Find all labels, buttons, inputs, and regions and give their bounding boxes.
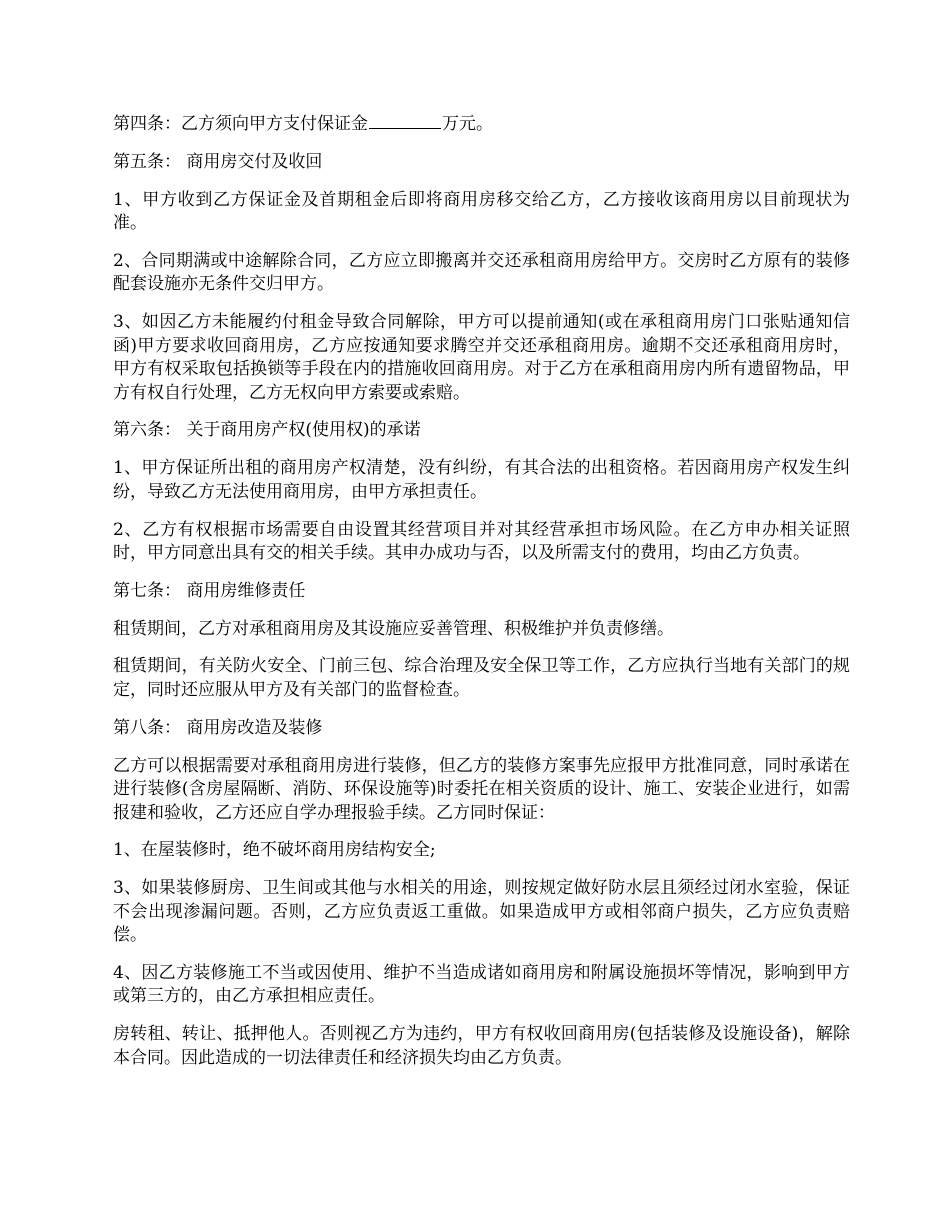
article-4-prefix: 第四条：乙方须向甲方支付保证金	[113, 114, 368, 134]
article-6-clause-2: 2、乙方有权根据市场需要自由设置其经营项目并对其经营承担市场风险。在乙方申办相关证照时，甲方同意出具有交的相关手续。其申办成功与否，以及所需支付的费用，均由乙方负责。	[113, 519, 850, 564]
document-page	[113, 111, 850, 1085]
article-5-clause-2: 2、合同期满或中途解除合同，乙方应立即搬离并交还承租商用房给甲方。交房时乙方原有的装修配套设施亦无条件交归甲方。	[113, 250, 850, 295]
article-8-heading: 第八条： 商用房改造及装修	[113, 717, 323, 738]
article-6-heading: 第六条： 关于商用房产权(使用权)的承诺	[113, 420, 421, 441]
deposit-amount-blank	[369, 111, 441, 129]
article-6-clause-1: 1、甲方保证所出租的商用房产权清楚，没有纠纷，有其合法的出租资格。若因商用房产权发生纠纷，导致乙方无法使用商用房，由甲方承担责任。	[113, 458, 850, 502]
article-5-heading: 第五条： 商用房交付及收回	[113, 151, 323, 172]
article-4-suffix: 万元。	[442, 114, 493, 134]
article-5-clause-1: 1、甲方收到乙方保证金及首期租金后即将商用房移交给乙方，乙方接收该商用房以目前现状为准。	[113, 189, 850, 234]
article-7-heading: 第七条： 商用房维修责任	[113, 580, 306, 601]
article-8-closing: 房转租、转让、抵押他人。否则视乙方为违约，甲方有权收回商用房(包括装修及设施设备)，解除本合同。因此造成的一切法律责任和经济损失均由乙方负责。	[113, 1024, 850, 1068]
article-8-clause-1: 1、在屋装修时，绝不破坏商用房结构安全;	[113, 840, 436, 861]
article-7-paragraph-2: 租赁期间，有关防火安全、门前三包、综合治理及安全保卫等工作，乙方应执行当地有关部门的规定，同时还应服从甲方及有关部门的监督检查。	[113, 656, 850, 700]
article-5-clause-3: 3、如因乙方未能履约付租金导致合同解除，甲方可以提前通知(或在承租商用房门口张贴通知信函)甲方要求收回商用房，乙方应按通知要求腾空并交还承租商用房。逾期不交还承租商用房时，甲方有权采取包括换锁等手段在内的措施收回商用房。对于乙方在承租商用房内所有遗留物品，甲方有权自行处理，乙方无权向甲方索要或索赔。	[113, 312, 850, 403]
article-8-intro: 乙方可以根据需要对承租商用房进行装修，但乙方的装修方案事先应报甲方批准同意，同时承诺在进行装修(含房屋隔断、消防、环保设施等)时委托在相关资质的设计、施工、安装企业进行，如需报建和验收，乙方还应自学办理报验手续。乙方同时保证：	[113, 755, 850, 823]
article-7-paragraph-1: 租赁期间，乙方对承租商用房及其设施应妥善管理、积极维护并负责修缮。	[113, 618, 674, 639]
article-8-clause-3: 3、如果装修厨房、卫生间或其他与水相关的用途，则按规定做好防水层且须经过闭水室验，保证不会出现渗漏问题。否则，乙方应负责返工重做。如果造成甲方或相邻商户损失，乙方应负责赔偿。	[113, 878, 850, 946]
article-4-paragraph	[113, 111, 850, 137]
article-8-clause-4: 4、因乙方装修施工不当或因使用、维护不当造成诸如商用房和附属设施损坏等情况，影响到甲方或第三方的，由乙方承担相应责任。	[113, 962, 850, 1007]
